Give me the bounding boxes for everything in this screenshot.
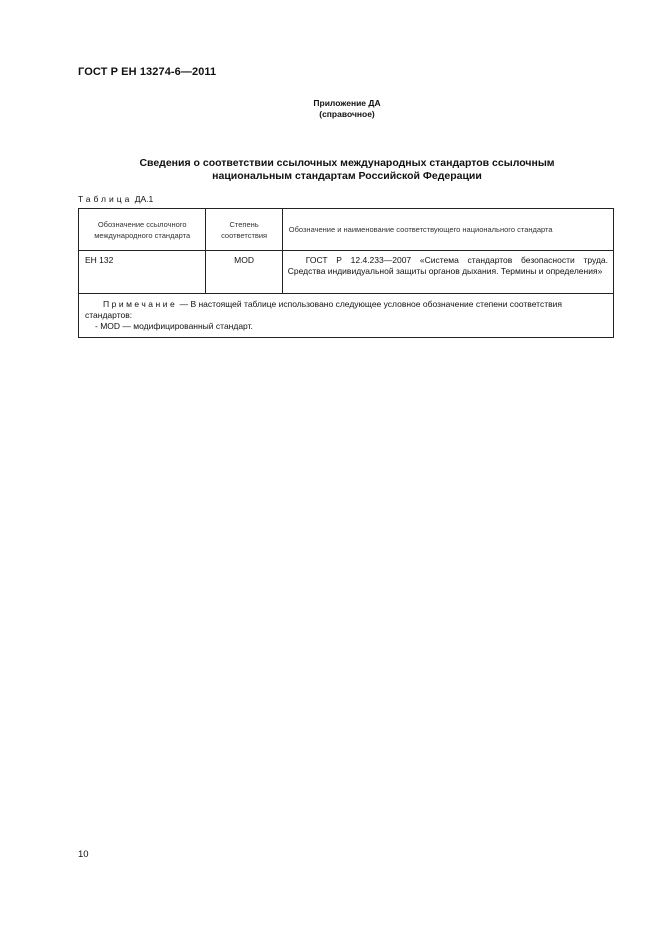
table-label-word: Таблица <box>78 194 133 204</box>
note-dash: — <box>179 299 189 309</box>
note-text: В настоящей таблице использовано следующее условное обозначение степени соответствия стандартов: <box>85 299 562 320</box>
section-title-line2: национальным стандартам Российской Федерации <box>212 170 482 182</box>
note-label: Примечание <box>103 299 178 309</box>
table-label <box>78 194 153 204</box>
page-number: 10 <box>78 849 89 860</box>
annex-type: (справочное) <box>319 109 375 119</box>
header-reference-standard <box>79 209 206 251</box>
document-code: ГОСТ Р ЕН 13274-6—2011 <box>78 66 217 78</box>
correspondence-table <box>78 208 614 338</box>
note-item: - MOD — модифицированный стандарт. <box>95 321 253 331</box>
section-title-line1: Сведения о соответствии ссылочных международных стандартов ссылочным <box>139 157 555 169</box>
annex-title: Приложение ДА <box>313 98 381 108</box>
header-national-standard: Обозначение и наименование соответствующего национального стандарта <box>282 209 613 251</box>
table-note-row <box>79 294 614 338</box>
table-header-row <box>79 209 614 251</box>
header-col1-line1: Обозначение ссылочного <box>97 219 187 229</box>
cell-reference-code: ЕН 132 <box>79 251 206 294</box>
note-text-block <box>85 299 607 321</box>
cell-national-standard-text: ГОСТ Р 12.4.233—2007 «Система стандартов безопасности труда. Средства индивидуальной защиты органов дыхания. Термины и определения» <box>287 255 608 276</box>
annex-heading <box>0 98 661 120</box>
header-col2-line2: соответствия <box>221 230 268 240</box>
header-degree <box>206 209 282 251</box>
table-note <box>79 294 614 338</box>
table-row <box>79 251 614 294</box>
header-col2-line1: Степень <box>229 219 259 229</box>
cell-national-standard <box>282 251 613 294</box>
table-label-number: ДА.1 <box>134 194 154 204</box>
cell-degree: MOD <box>206 251 282 294</box>
section-title <box>0 157 661 183</box>
header-col1-line2: международного стандарта <box>94 230 191 240</box>
